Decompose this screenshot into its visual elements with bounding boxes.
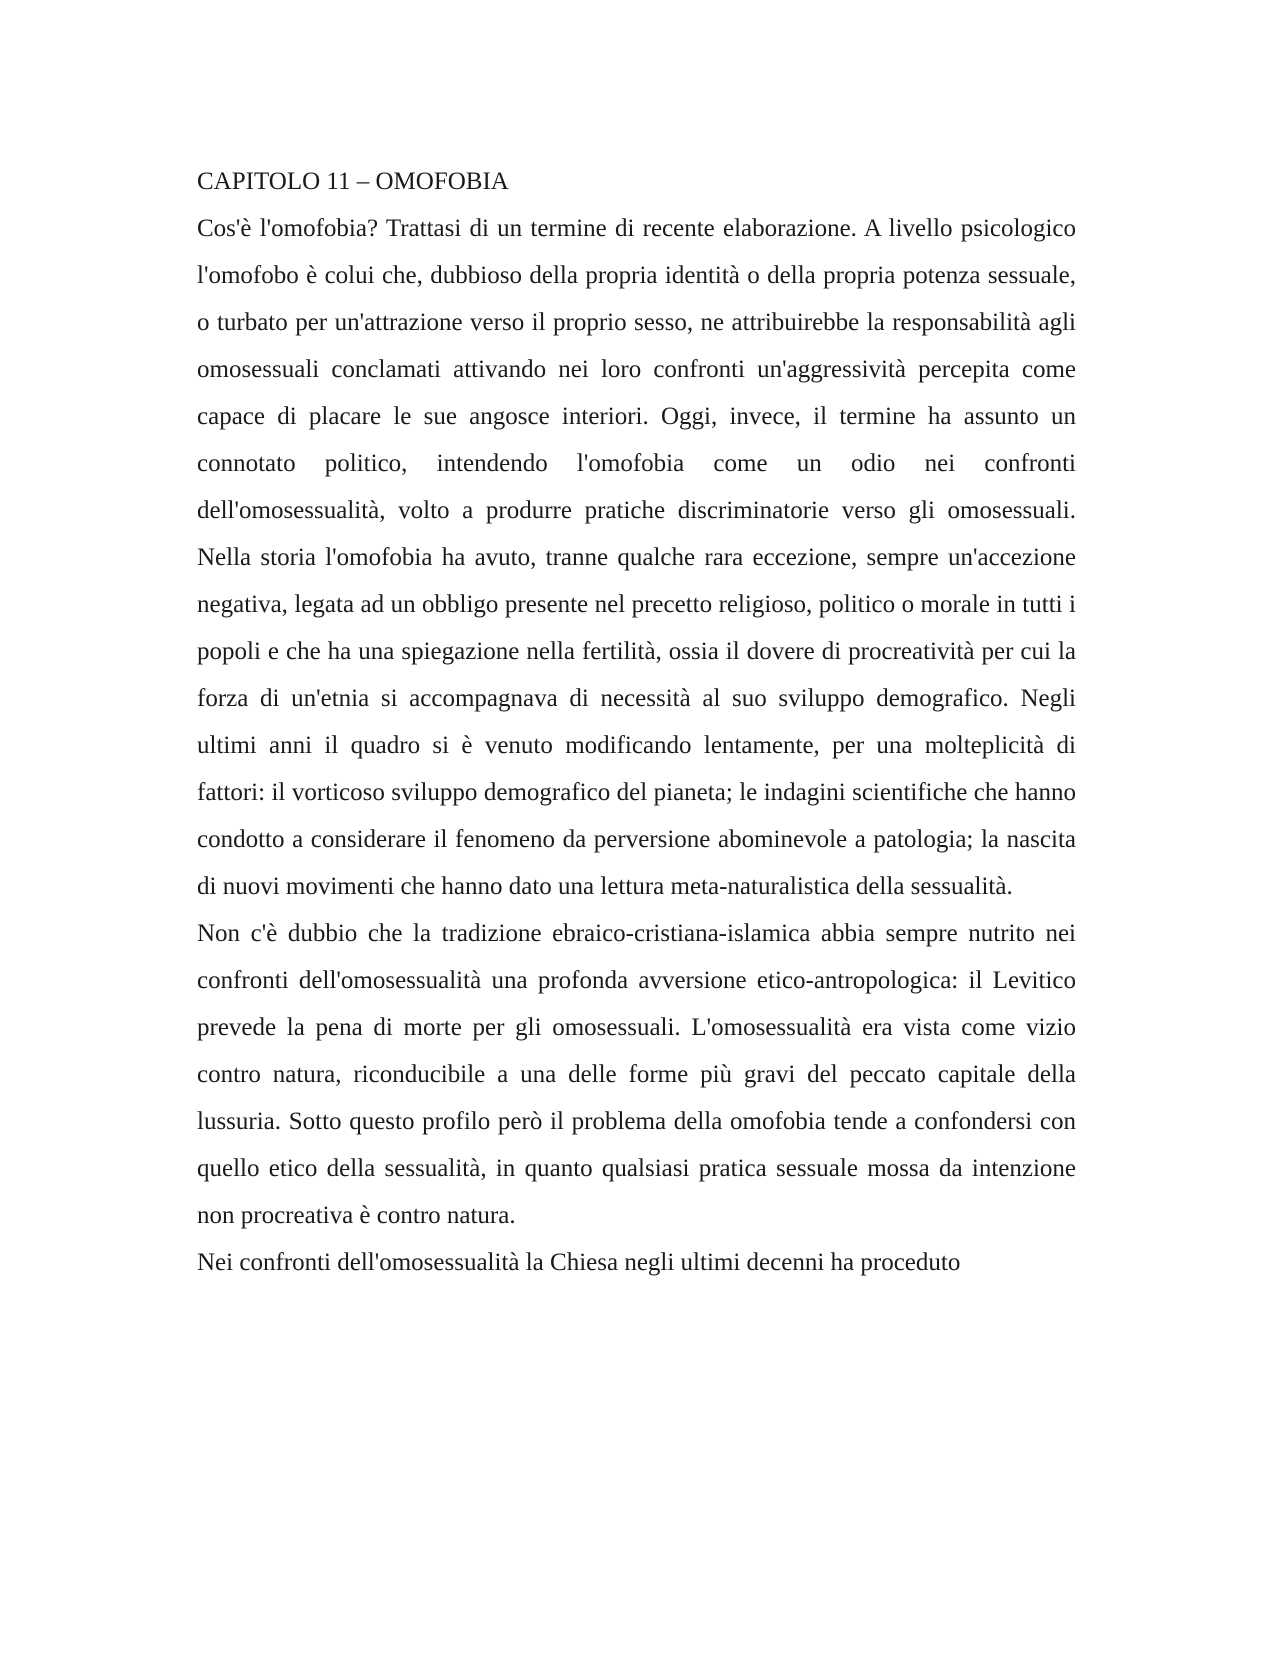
paragraph-3: Nei confronti dell'omosessualità la Chiesa negli ultimi decenni ha proceduto [197,1249,961,1276]
chapter-title: CAPITOLO 11 – OMOFOBIA [197,168,509,195]
paragraph-1: Cos'è l'omofobia? Trattasi di un termine di recente elaborazione. A livello psicologico l'omofobo è colui che, dubbioso della propria identità o della propria potenza sessuale, o turbato per un'attrazione verso il proprio sesso, ne attribuirebbe la responsabilità agli omosessuali conclamati attivando nei loro confronti un'aggressività percepita come capace di placare le sue angosce interiori. Oggi, invece, il termine ha assunto un connotato politico, intendendo l'omofobia come un odio nei confronti dell'omosessualità, volto a produrre pratiche discriminatorie verso gli omosessuali. Nella storia l'omofobia ha avuto, tranne qualche rara eccezione, sempre un'accezione negativa, legata ad un obbligo presente nel precetto religioso, politico o morale in tutti i popoli e che ha una spiegazione nella fertilità, ossia il dovere di procreatività per cui la forza di un'etnia si accompagnava di necessità al suo sviluppo demografico. Negli ultimi anni il quadro si è venuto modificando lentamente, per una molteplicità di fattori: il vorticoso sviluppo demografico del pianeta; le indagini scientifiche che hanno condotto a considerare il fenomeno da perversione abominevole a patologia; la nascita di nuovi movimenti che hanno dato una lettura meta-naturalistica della sessualità. [197,215,1076,900]
paragraph-2: Non c'è dubbio che la tradizione ebraico-cristiana-islamica abbia sempre nutrito nei confronti dell'omosessualità una profonda avversione etico-antropologica: il Levitico prevede la pena di morte per gli omosessuali. L'omosessualità era vista come vizio contro natura, riconducibile a una delle forme più gravi del peccato capitale della lussuria. Sotto questo profilo però il problema della omofobia tende a confondersi con quello etico della sessualità, in quanto qualsiasi pratica sessuale mossa da intenzione non procreativa è contro natura. [197,920,1076,1229]
document-body [197,158,1076,1286]
